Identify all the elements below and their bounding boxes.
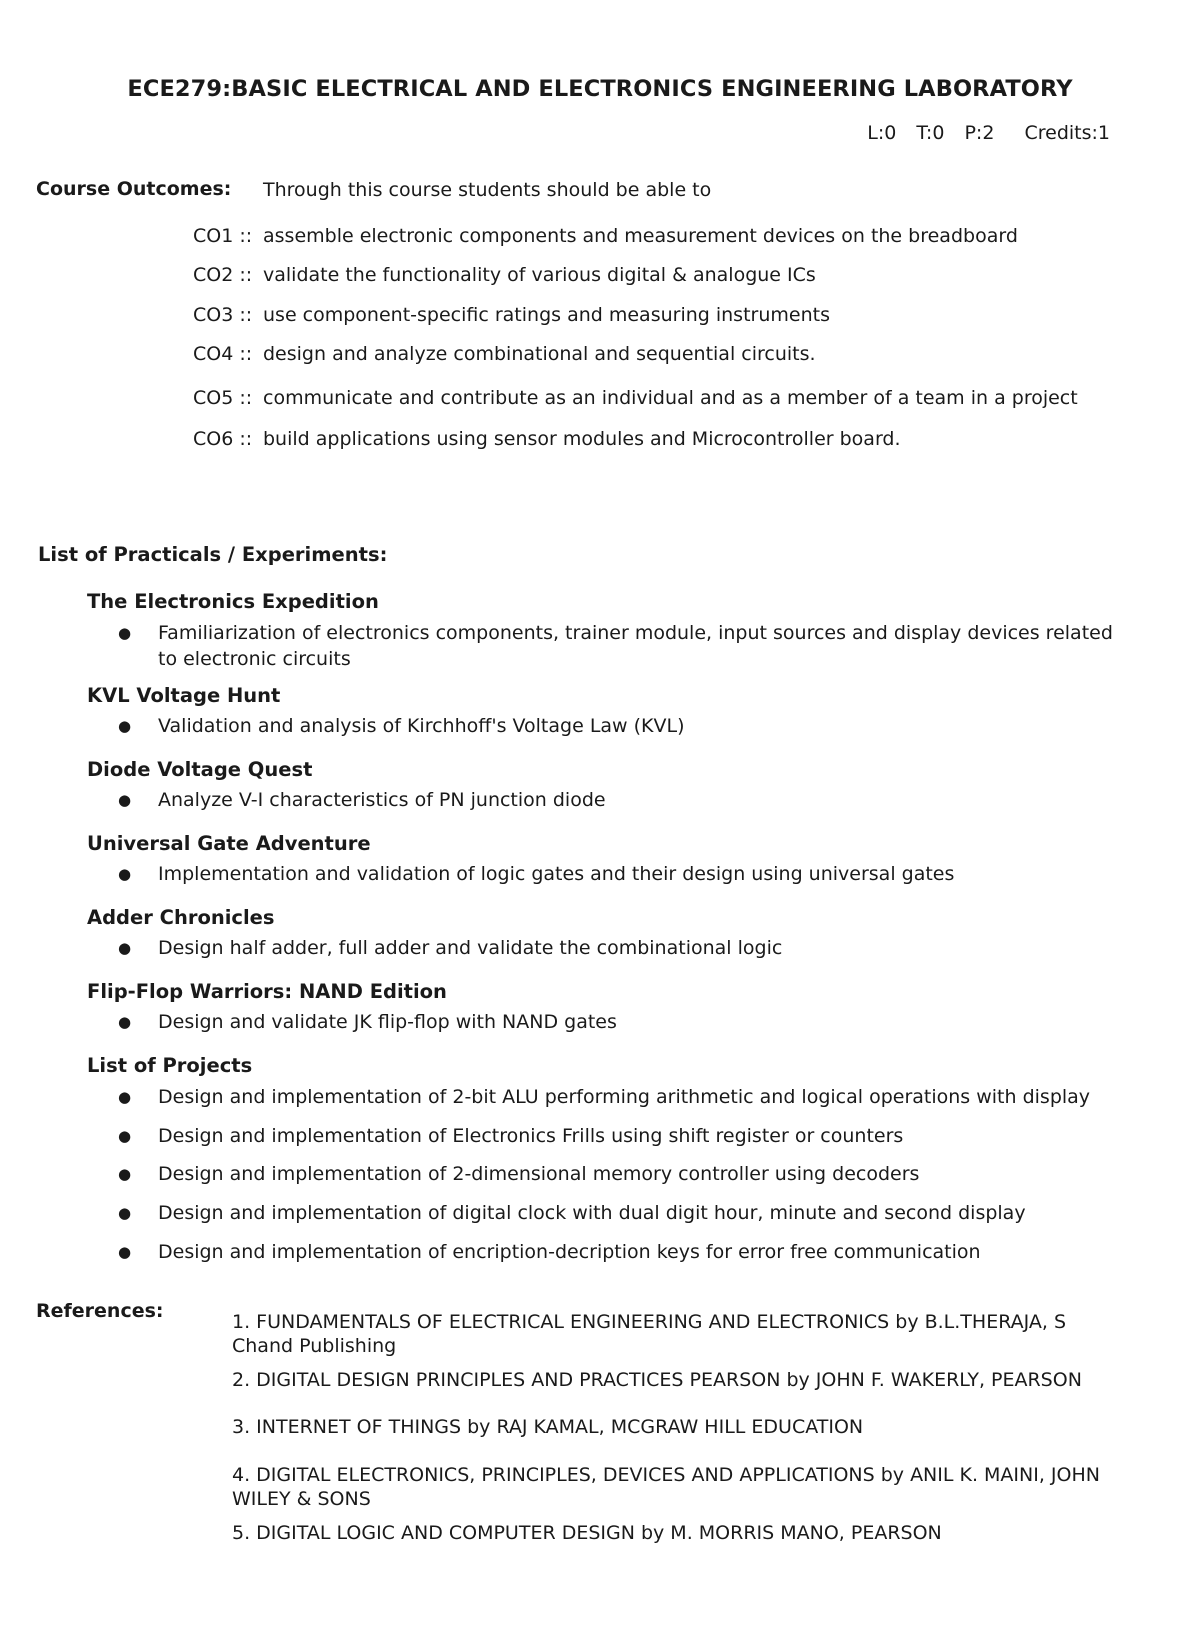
bullet-text: Design half adder, full adder and validate the combinational logic [158, 937, 783, 959]
course-outcome-5 [193, 387, 1078, 409]
co-text: assemble electronic components and measurement devices on the breadboard [263, 225, 1018, 247]
bullet-icon: ● [118, 1243, 132, 1261]
co-code: CO3 :: [193, 304, 253, 326]
reference-item: 5. DIGITAL LOGIC AND COMPUTER DESIGN by M. MORRIS MANO, PEARSON [232, 1522, 942, 1544]
experiment-title: Adder Chronicles [87, 906, 275, 929]
experiment-title: The Electronics Expedition [87, 590, 379, 613]
ltp-credits [867, 122, 1110, 144]
course-outcome-4 [193, 343, 816, 365]
bullet-icon: ● [118, 717, 132, 735]
co-text: validate the functionality of various digital & analogue ICs [263, 264, 816, 286]
co-text: use component-specific ratings and measuring instruments [263, 304, 830, 326]
co-code: CO2 :: [193, 264, 253, 286]
bullet-text: Design and implementation of digital clock with dual digit hour, minute and second display [158, 1202, 1026, 1224]
reference-item: 3. INTERNET OF THINGS by RAJ KAMAL, MCGRAW HILL EDUCATION [232, 1416, 864, 1438]
reference-item: 4. DIGITAL ELECTRONICS, PRINCIPLES, DEVICES AND APPLICATIONS by ANIL K. MAINI, JOHN WILEY & SONS [232, 1464, 1100, 1510]
co-text: build applications using sensor modules and Microcontroller board. [263, 428, 901, 450]
bullet-text: Analyze V-I characteristics of PN junction diode [158, 789, 606, 811]
bullet-text: Design and implementation of 2-bit ALU performing arithmetic and logical operations with display [158, 1086, 1091, 1108]
references-label: References: [36, 1300, 164, 1322]
experiment-title: Flip-Flop Warriors: NAND Edition [87, 980, 447, 1003]
experiment-title: Universal Gate Adventure [87, 832, 371, 855]
course-outcome-2 [193, 264, 816, 286]
lecture-hours: L:0 [867, 122, 897, 144]
bullet-text: Design and validate JK flip-flop with NAND gates [158, 1011, 617, 1033]
co-code: CO6 :: [193, 428, 253, 450]
reference-item: 2. DIGITAL DESIGN PRINCIPLES AND PRACTICES PEARSON by JOHN F. WAKERLY, PEARSON [232, 1369, 1082, 1391]
bullet-text: Design and implementation of encription-decription keys for error free communication [158, 1241, 981, 1263]
reference-item: 1. FUNDAMENTALS OF ELECTRICAL ENGINEERING AND ELECTRONICS by B.L.THERAJA, S Chand Publishing [232, 1311, 1067, 1357]
co-code: CO5 :: [193, 387, 253, 409]
bullet-text: Design and implementation of 2-dimensional memory controller using decoders [158, 1163, 920, 1185]
course-outcome-3 [193, 304, 830, 326]
projects-heading: List of Projects [87, 1054, 253, 1077]
bullet-icon: ● [118, 1204, 132, 1222]
bullet-icon: ● [118, 1127, 132, 1145]
course-title: ECE279:BASIC ELECTRICAL AND ELECTRONICS ENGINEERING LABORATORY [127, 76, 1073, 102]
bullet-text: Validation and analysis of Kirchhoff's Voltage Law (KVL) [158, 715, 685, 737]
course-outcomes-label: Course Outcomes: [36, 178, 232, 200]
tutorial-hours: T:0 [916, 122, 945, 144]
bullet-icon: ● [118, 791, 132, 809]
bullet-icon: ● [118, 1088, 132, 1106]
bullet-icon: ● [118, 624, 132, 642]
co-text: design and analyze combinational and sequential circuits. [263, 343, 816, 365]
experiment-title: KVL Voltage Hunt [87, 684, 281, 707]
course-outcome-6 [193, 428, 901, 450]
bullet-text: Implementation and validation of logic gates and their design using universal gates [158, 863, 955, 885]
practicals-heading: List of Practicals / Experiments: [38, 543, 388, 566]
course-outcome-1 [193, 225, 1018, 247]
co-code: CO4 :: [193, 343, 253, 365]
bullet-icon: ● [118, 939, 132, 957]
co-text: communicate and contribute as an individual and as a member of a team in a project [263, 387, 1078, 409]
experiment-title: Diode Voltage Quest [87, 758, 313, 781]
bullet-text: Design and implementation of Electronics Frills using shift register or counters [158, 1125, 904, 1147]
bullet-icon: ● [118, 1165, 132, 1183]
co-code: CO1 :: [193, 225, 253, 247]
bullet-icon: ● [118, 1013, 132, 1031]
bullet-icon: ● [118, 865, 132, 883]
credits: Credits:1 [1024, 122, 1110, 144]
practical-hours: P:2 [964, 122, 995, 144]
bullet-text: Familiarization of electronics components, trainer module, input sources and display devices related to electronic circuits [158, 622, 1113, 670]
course-outcomes-intro: Through this course students should be able to [263, 179, 712, 201]
